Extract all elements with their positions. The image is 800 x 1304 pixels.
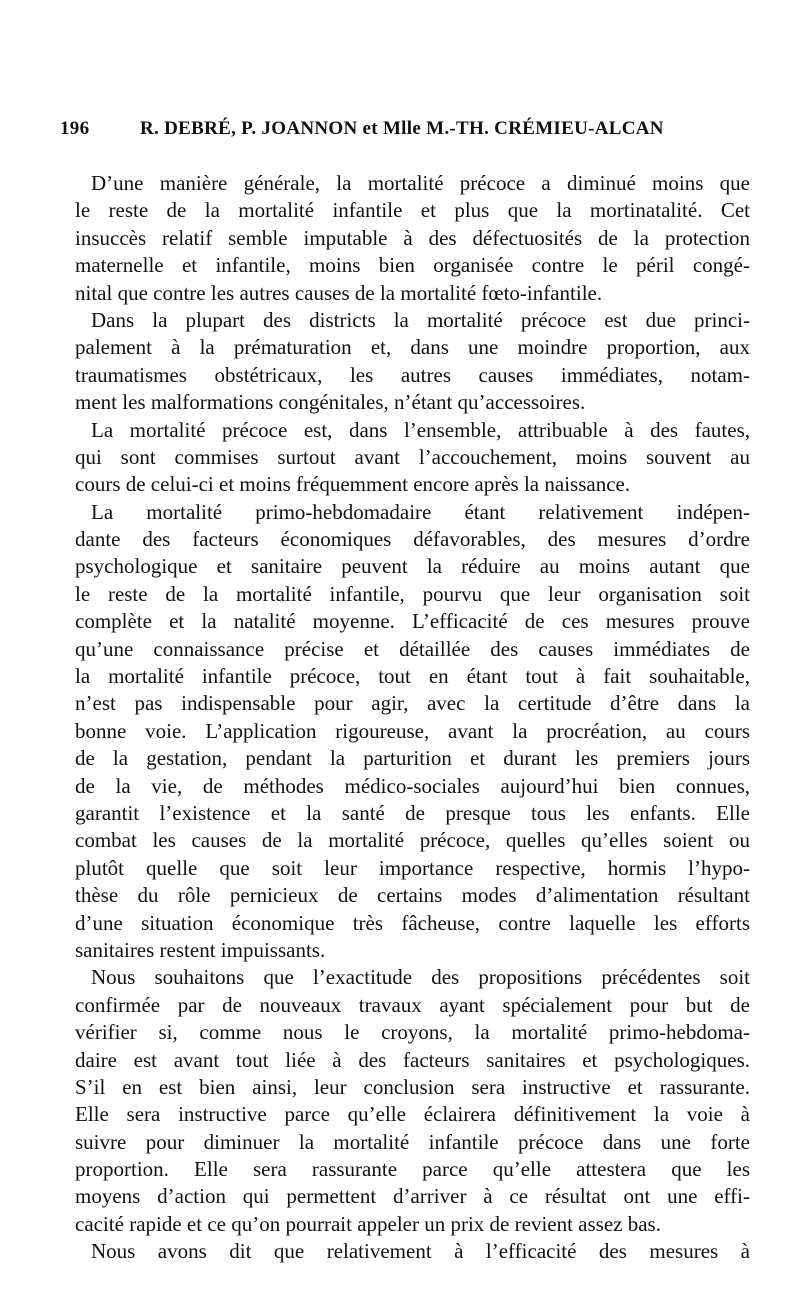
- text-line: La mortalité primo-hebdomadaire étant relativement indépen-: [91, 499, 750, 524]
- text-line: vérifier si, comme nous le croyons, la mortalité primo-hebdoma-: [75, 1020, 750, 1045]
- text-line: bonne voie. L’application rigoureuse, avant la procréation, au cours: [75, 718, 750, 743]
- body-text: [75, 170, 750, 1266]
- text-line: qu’une connaissance précise et détaillée des causes immédiates de: [75, 636, 750, 661]
- text-line: Nous souhaitons que l’exactitude des propositions précédentes soit: [91, 965, 750, 990]
- text-line: qui sont commises surtout avant l’accouchement, moins souvent au: [75, 444, 750, 469]
- text-line: sanitaires restent impuissants.: [75, 937, 326, 962]
- text-line: Dans la plupart des districts la mortalité précoce est due princi-: [91, 307, 750, 332]
- paragraph: [75, 417, 750, 499]
- text-line: de la vie, de méthodes médico-sociales aujourd’hui bien connues,: [75, 773, 750, 798]
- text-line: le reste de la mortalité infantile, pourvu que leur organisation soit: [75, 581, 750, 606]
- text-line: dante des facteurs économiques défavorables, des mesures d’ordre: [75, 527, 750, 552]
- text-line: palement à la prématuration et, dans une moindre proportion, aux: [75, 335, 750, 360]
- text-line: maternelle et infantile, moins bien organisée contre le péril congé-: [75, 253, 750, 278]
- text-line: traumatismes obstétricaux, les autres causes immédiates, notam-: [75, 362, 750, 387]
- text-line: le reste de la mortalité infantile et plus que la mortinatalité. Cet: [75, 198, 750, 223]
- text-line: nital que contre les autres causes de la mortalité fœto-infantile.: [75, 280, 603, 305]
- text-line: de la gestation, pendant la parturition et durant les premiers jours: [75, 746, 750, 771]
- text-line: confirmée par de nouveaux travaux ayant spécialement pour but de: [75, 992, 750, 1017]
- text-line: cacité rapide et ce qu’on pourrait appeler un prix de revient assez bas.: [75, 1211, 661, 1236]
- text-line: d’une situation économique très fâcheuse, contre laquelle les efforts: [75, 910, 750, 935]
- text-line: n’est pas indispensable pour agir, avec la certitude d’être dans la: [75, 691, 750, 716]
- text-line: complète et la natalité moyenne. L’efficacité de ces mesures prouve: [75, 609, 750, 634]
- paragraph: [75, 1238, 750, 1265]
- text-line: psychologique et sanitaire peuvent la réduire au moins autant que: [75, 554, 750, 579]
- text-line: garantit l’existence et la santé de presque tous les enfants. Elle: [75, 800, 750, 825]
- page-header: [60, 118, 760, 148]
- text-line: La mortalité précoce est, dans l’ensemble, attribuable à des fautes,: [91, 417, 750, 442]
- paragraph: [75, 964, 750, 1238]
- text-line: daire est avant tout liée à des facteurs sanitaires et psychologiques.: [75, 1047, 750, 1072]
- text-line: ment les malformations congénitales, n’étant qu’accessoires.: [75, 390, 586, 415]
- text-line: thèse du rôle pernicieux de certains modes d’alimentation résultant: [75, 883, 750, 908]
- text-line: Nous avons dit que relativement à l’efficacité des mesures à: [91, 1239, 750, 1264]
- paragraph: [75, 170, 750, 307]
- paragraph: [75, 499, 750, 965]
- text-line: D’une manière générale, la mortalité précoce a diminué moins que: [91, 171, 750, 195]
- text-line: proportion. Elle sera rassurante parce qu’elle attestera que les: [75, 1157, 750, 1182]
- text-line: plutôt quelle que soit leur importance respective, hormis l’hypo-: [75, 855, 750, 880]
- text-line: la mortalité infantile précoce, tout en étant tout à fait souhaitable,: [75, 664, 750, 689]
- running-head: R. DEBRÉ, P. JOANNON et Mlle M.-TH. CRÉMIEU-ALCAN: [140, 118, 664, 139]
- text-line: insuccès relatif semble imputable à des défectuosités de la protection: [75, 225, 750, 250]
- text-line: S’il en est bien ainsi, leur conclusion sera instructive et rassurante.: [75, 1074, 750, 1099]
- text-line: Elle sera instructive parce qu’elle éclairera définitivement la voie à: [75, 1102, 750, 1127]
- text-line: moyens d’action qui permettent d’arriver à ce résultat ont une effi-: [75, 1184, 750, 1209]
- text-line: cours de celui-ci et moins fréquemment encore après la naissance.: [75, 472, 631, 497]
- text-line: suivre pour diminuer la mortalité infantile précoce dans une forte: [75, 1129, 750, 1154]
- text-line: combat les causes de la mortalité précoce, quelles qu’elles soient ou: [75, 828, 750, 853]
- page-number: 196: [60, 118, 90, 139]
- paragraph: [75, 307, 750, 417]
